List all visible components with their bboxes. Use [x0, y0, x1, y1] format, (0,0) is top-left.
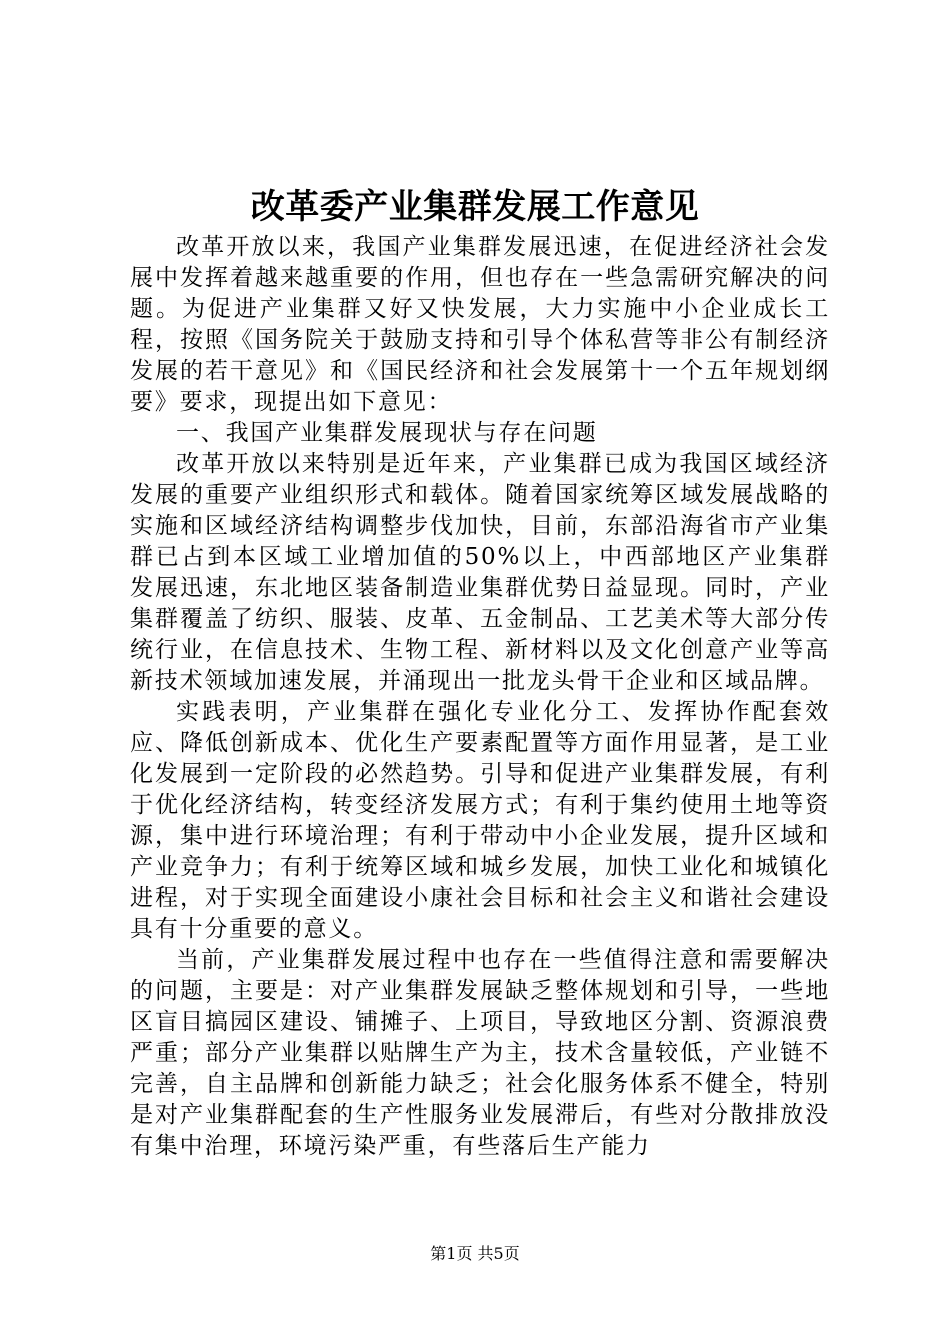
document-title: 改革委产业集群发展工作意见 [250, 187, 700, 227]
intro-paragraph: 改革开放以来，我国产业集群发展迅速，在促进经济社会发展中发挥着越来越重要的作用，但也存在一些急需研究解决的问题。为促进产业集群又好又快发展，大力实施中小企业成长工程，按照《国务院关于鼓励支持和引导个体私营等非公有制经济发展的若干意见》和《国民经济和社会发展第十一个五年规划纲要》要求，现提出如下意见： [130, 234, 830, 415]
page-footer: 第1页 共5页 [430, 1244, 520, 1263]
section-heading: 一、我国产业集群发展现状与存在问题 [176, 420, 598, 446]
body-paragraph: 改革开放以来特别是近年来，产业集群已成为我国区域经济发展的重要产业组织形式和载体。随着国家统筹区域发展战略的实施和区域经济结构调整步伐加快，目前，东部沿海省市产业集群已占到本区域工业增加值的50%以上，中西部地区产业集群发展迅速，东北地区装备制造业集群优势日益显现。同时，产业集群覆盖了纺织、服装、皮革、五金制品、工艺美术等大部分传统行业，在信息技术、生物工程、新材料以及文化创意产业等高新技术领域加速发展，并涌现出一批龙头骨干企业和区域品牌。 [130, 451, 830, 694]
body-paragraph: 当前，产业集群发展过程中也存在一些值得注意和需要解决的问题，主要是：对产业集群发展缺乏整体规划和引导，一些地区盲目搞园区建设、铺摊子、上项目，导致地区分割、资源浪费严重；部分产业集群以贴牌生产为主，技术含量较低，产业链不完善，自主品牌和创新能力缺乏；社会化服务体系不健全，特别是对产业集群配套的生产性服务业发展滞后，有些对分散排放没有集中治理，环境污染严重，有些落后生产能力 [130, 947, 830, 1159]
body-paragraph: 实践表明，产业集群在强化专业化分工、发挥协作配套效应、降低创新成本、优化生产要素配置等方面作用显著，是工业化发展到一定阶段的必然趋势。引导和促进产业集群发展，有利于优化经济结构，转变经济发展方式；有利于集约使用土地等资源，集中进行环境治理；有利于带动中小企业发展，提升区域和产业竞争力；有利于统筹区域和城乡发展，加快工业化和城镇化进程，对于实现全面建设小康社会目标和社会主义和谐社会建设具有十分重要的意义。 [130, 699, 830, 942]
document-body [130, 232, 830, 1162]
